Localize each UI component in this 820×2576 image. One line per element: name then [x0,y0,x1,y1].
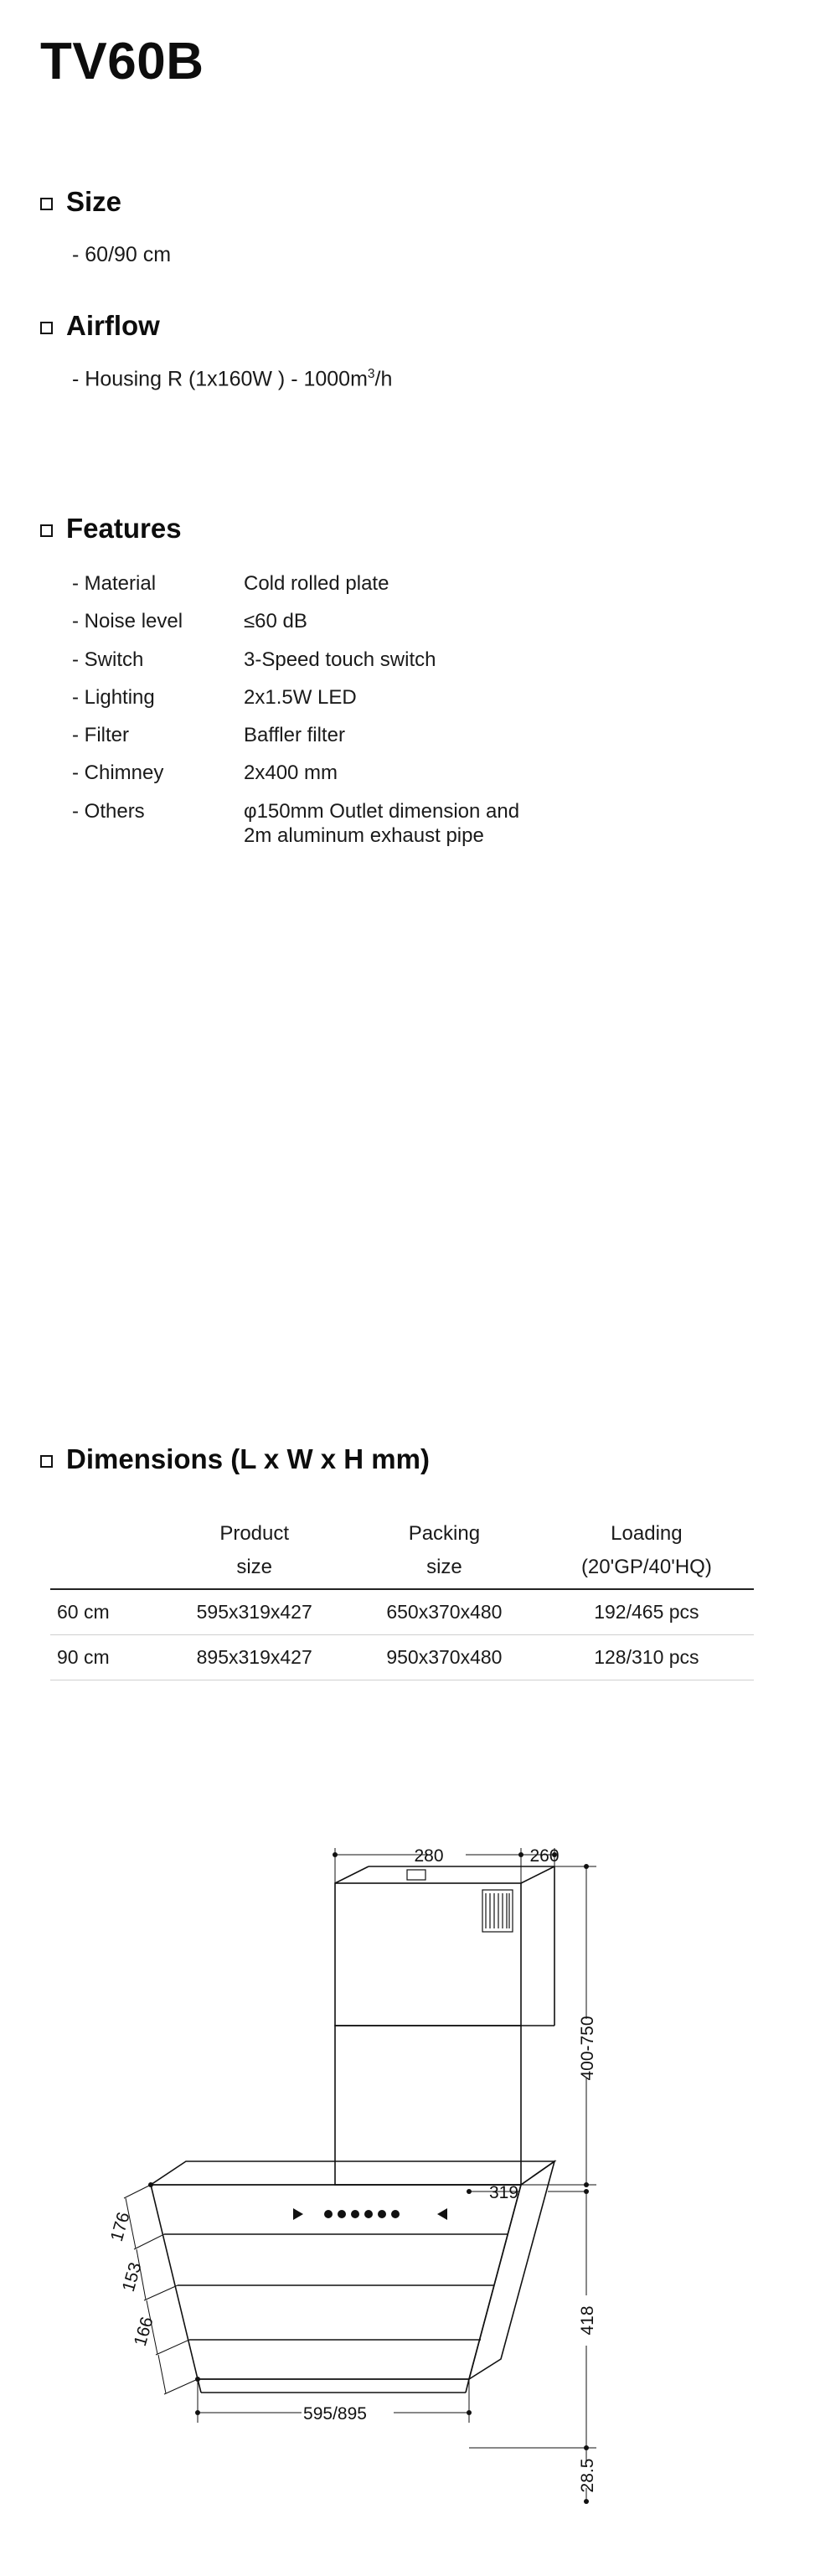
column-header-packing-line1: Packing [408,1522,481,1545]
section-heading-size-label: Size [66,186,122,217]
column-header-model-line2 [50,1554,159,1588]
vent-grille [482,1890,513,1932]
feature-label: - Material [72,572,157,595]
cell-packing-size: 950x370x480 [349,1634,539,1680]
table-header-row-1 [50,1520,754,1554]
label-depth: 319 [489,2183,519,2202]
feature-row [72,761,759,785]
feature-value-line1: φ150mm Outlet dimension and [244,799,520,823]
section-heading-airflow-label: Airflow [66,310,160,341]
feature-value [244,799,759,849]
cell-packing-size: 650x370x480 [349,1589,539,1635]
section-heading-size [40,186,121,218]
feature-label: - Others [72,799,145,823]
feature-value-line2: 2m aluminum exhaust pipe [244,823,484,847]
feature-value: 3-Speed touch switch [244,648,436,671]
airflow-value-superscript: 3 [367,367,375,381]
feature-label: - Chimney [72,761,164,785]
feature-row [72,648,759,672]
technical-drawing [0,1826,820,2572]
feature-row [72,685,759,710]
feature-value: 2x1.5W LED [244,685,357,709]
feature-value: 2x400 mm [244,761,338,785]
feature-label: - Lighting [72,685,155,709]
airflow-value-suffix: /h [374,367,393,391]
cell-loading: 128/310 pcs [539,1634,754,1680]
dimensions-table [50,1520,754,1680]
features-list [72,571,759,861]
control-panel [324,2210,400,2218]
cell-model: 60 cm [50,1589,159,1635]
cell-model: 90 cm [50,1634,159,1680]
feature-row [72,609,759,633]
section-heading-dimensions-label: Dimensions (L x W x H mm) [66,1443,430,1474]
feature-label: - Filter [72,724,129,747]
section-heading-airflow [40,310,160,342]
label-top-right-width: 260 [529,1846,560,1866]
label-slope-mid: 153 [118,2260,146,2295]
feature-label: - Noise level [72,610,183,633]
feature-label: - Switch [72,648,144,671]
section-heading-features-label: Features [66,513,182,544]
column-header-product-line1: Product [219,1522,290,1545]
label-chimney-height: 400-750 [578,2016,597,2081]
table-header-row-2 [50,1554,754,1588]
cell-product-size: 895x319x427 [159,1634,349,1680]
table-row [50,1634,754,1680]
label-body-height: 418 [578,2305,597,2336]
column-header-loading-line2: (20'GP/40'HQ) [539,1554,754,1588]
feature-value: Baffler filter [244,724,345,747]
size-value: - 60/90 cm [72,243,172,266]
section-heading-features [40,513,182,545]
feature-row [72,799,759,849]
square-bullet-icon [40,198,53,210]
feature-row [72,723,759,747]
column-header-model-line1 [50,1520,159,1554]
square-bullet-icon [40,524,53,537]
feature-value: Cold rolled plate [244,572,389,595]
cell-product-size: 595x319x427 [159,1589,349,1635]
page-title: TV60B [40,33,204,90]
label-base-width: 595/895 [303,2404,367,2424]
feature-value: ≤60 dB [244,610,307,633]
feature-row [72,571,759,596]
column-header-product-line2: size [159,1554,349,1588]
airflow-value-prefix: - Housing R (1x160W ) - 1000m [72,367,368,391]
table-row [50,1589,754,1635]
column-header-packing-line2: size [349,1554,539,1588]
square-bullet-icon [40,1455,53,1468]
label-slope-bottom: 166 [130,2315,157,2349]
section-heading-dimensions [40,1443,430,1475]
chimney-upper [335,1883,521,2026]
cell-loading: 192/465 pcs [539,1589,754,1635]
label-top-left-width: 280 [414,1846,444,1866]
square-bullet-icon [40,322,53,334]
label-slope-top: 176 [106,2210,134,2244]
label-base-height: 28.5 [578,2458,597,2493]
column-header-loading-line1: Loading [611,1522,683,1545]
airflow-value [72,367,392,391]
